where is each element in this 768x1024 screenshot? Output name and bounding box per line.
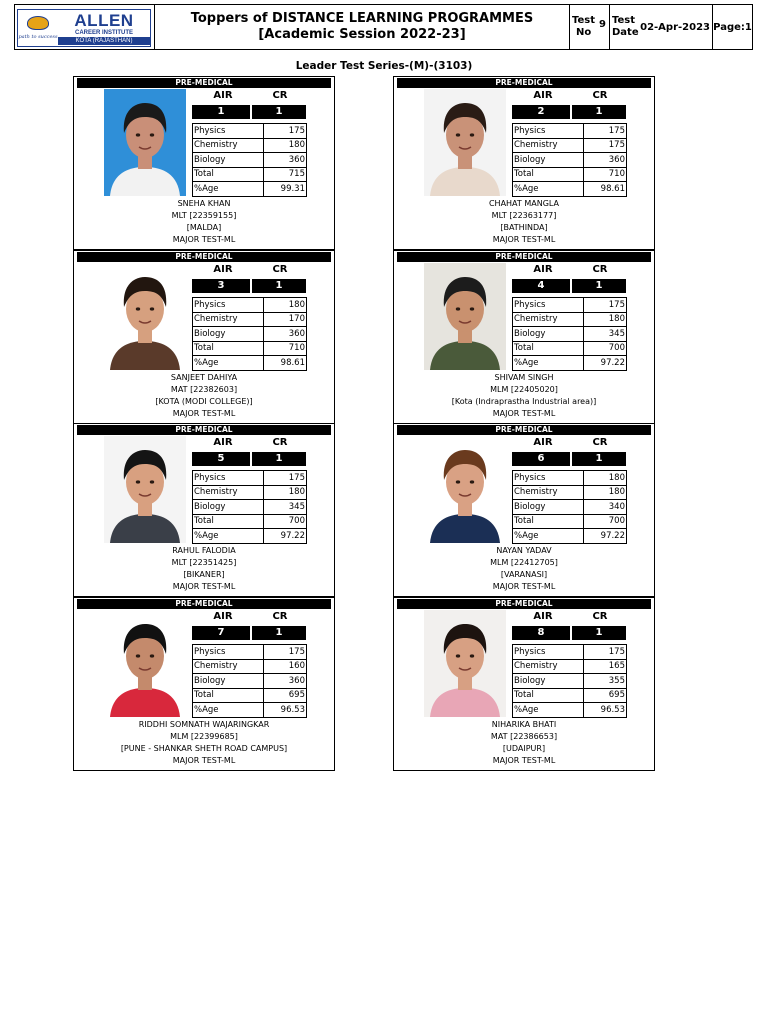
chemistry-marks: 170 [264, 312, 307, 327]
cr-header: CR [272, 264, 288, 275]
physics-marks: 175 [264, 645, 307, 660]
table-row [193, 327, 307, 342]
table-row [513, 312, 627, 327]
table-row [193, 356, 307, 371]
chemistry-marks: 180 [264, 485, 307, 500]
physics-marks: 180 [264, 298, 307, 313]
student-test: MAJOR TEST-ML [172, 235, 236, 244]
table-row [513, 471, 627, 486]
rank-bar [512, 626, 626, 640]
cr-value: 1 [595, 453, 603, 464]
test-date [610, 5, 713, 49]
chemistry-label: Chemistry [193, 485, 264, 500]
chemistry-label: Chemistry [513, 312, 584, 327]
cr-header: CR [272, 437, 288, 448]
total-marks: 710 [584, 167, 627, 182]
air-header: AIR [533, 437, 553, 448]
air-header: AIR [533, 611, 553, 622]
student-roll: MLT [22351425] [171, 558, 237, 567]
chemistry-marks: 180 [584, 312, 627, 327]
percentage-label: %Age [513, 529, 584, 544]
table-row [193, 688, 307, 703]
biology-marks: 360 [264, 674, 307, 689]
student-name: CHAHAT MANGLA [488, 199, 560, 208]
percentage-value: 98.61 [584, 182, 627, 197]
topper-card [393, 423, 655, 597]
logo-brand: ALLEN [74, 11, 134, 30]
student-roll: MLT [22363177] [491, 211, 557, 220]
page-number: Page:1 [713, 21, 752, 33]
test-date-value: 02-Apr-2023 [640, 21, 710, 33]
total-label: Total [193, 514, 264, 529]
biology-label: Biology [513, 327, 584, 342]
table-row [193, 514, 307, 529]
air-header: AIR [213, 90, 233, 101]
table-row [513, 485, 627, 500]
physics-marks: 175 [264, 471, 307, 486]
chemistry-label: Chemistry [513, 659, 584, 674]
student-test: MAJOR TEST-ML [492, 409, 556, 418]
student-photo [104, 610, 186, 717]
biology-label: Biology [513, 153, 584, 168]
student-test: MAJOR TEST-ML [492, 235, 556, 244]
student-info [74, 198, 334, 246]
student-info [394, 545, 654, 593]
cr-value: 1 [275, 627, 283, 638]
student-info [394, 719, 654, 767]
percentage-label: %Age [513, 703, 584, 718]
percentage-value: 98.61 [264, 356, 307, 371]
category-band: PRE-MEDICAL [397, 599, 651, 609]
student-center: [KOTA (MODI COLLEGE)] [155, 397, 253, 406]
chemistry-marks: 180 [584, 485, 627, 500]
physics-label: Physics [193, 645, 264, 660]
physics-label: Physics [513, 645, 584, 660]
rank-bar [512, 452, 626, 466]
category-band: PRE-MEDICAL [77, 78, 331, 88]
student-name: SHIVAM SINGH [494, 373, 554, 382]
student-name: SANJEET DAHIYA [170, 373, 238, 382]
rank-bar [512, 105, 626, 119]
student-center: [BIKANER] [183, 570, 225, 579]
table-row [193, 341, 307, 356]
test-date-label-2: Date [612, 27, 639, 38]
biology-marks: 345 [264, 500, 307, 515]
student-test: MAJOR TEST-ML [492, 582, 556, 591]
student-center: [UDAIPUR] [502, 744, 546, 753]
cr-header: CR [592, 264, 608, 275]
student-roll: MLM [22399685] [170, 732, 238, 741]
test-no-value: 9 [599, 19, 606, 30]
table-row [513, 341, 627, 356]
percentage-label: %Age [193, 703, 264, 718]
chemistry-label: Chemistry [193, 659, 264, 674]
air-value: 8 [512, 626, 572, 640]
air-value: 1 [192, 105, 252, 119]
category-band: PRE-MEDICAL [397, 425, 651, 435]
table-row [193, 312, 307, 327]
table-row [193, 124, 307, 139]
rank-bar [512, 279, 626, 293]
test-date-label-1: Test [612, 15, 636, 26]
cr-value: 1 [275, 453, 283, 464]
percentage-label: %Age [513, 182, 584, 197]
marks-table [512, 297, 627, 371]
air-header: AIR [213, 437, 233, 448]
table-row [513, 529, 627, 544]
table-row [513, 688, 627, 703]
student-photo [104, 263, 186, 370]
table-row [193, 485, 307, 500]
category-band: PRE-MEDICAL [77, 599, 331, 609]
table-row [513, 645, 627, 660]
marks-table [192, 644, 307, 718]
total-label: Total [513, 167, 584, 182]
cr-value: 1 [275, 280, 283, 291]
student-test: MAJOR TEST-ML [172, 582, 236, 591]
physics-label: Physics [513, 471, 584, 486]
title-line-1: Toppers of DISTANCE LEARNING PROGRAMMES [190, 11, 534, 26]
student-roll: MLT [22359155] [171, 211, 237, 220]
student-photo [424, 436, 506, 543]
table-row [193, 182, 307, 197]
biology-marks: 360 [264, 153, 307, 168]
student-name: NAYAN YADAV [496, 546, 552, 555]
table-row [513, 514, 627, 529]
table-row [513, 703, 627, 718]
table-row [193, 153, 307, 168]
table-row [193, 674, 307, 689]
table-row [193, 298, 307, 313]
student-photo [104, 89, 186, 196]
table-row [193, 500, 307, 515]
student-name: RAHUL FALODIA [172, 546, 236, 555]
table-row [513, 124, 627, 139]
air-header: AIR [213, 611, 233, 622]
percentage-value: 99.31 [264, 182, 307, 197]
topper-card [73, 250, 335, 424]
student-photo [104, 436, 186, 543]
air-value: 4 [512, 279, 572, 293]
logo-institute: CAREER INSTITUTE [74, 30, 133, 36]
topper-card [393, 597, 655, 771]
total-label: Total [193, 688, 264, 703]
biology-marks: 355 [584, 674, 627, 689]
topper-card [73, 423, 335, 597]
cr-header: CR [592, 611, 608, 622]
cr-header: CR [272, 90, 288, 101]
logo-location: KOTA (RAJASTHAN) [58, 37, 150, 45]
logo-emblem-icon [18, 10, 58, 46]
physics-label: Physics [193, 298, 264, 313]
chemistry-label: Chemistry [193, 312, 264, 327]
biology-label: Biology [193, 500, 264, 515]
biology-marks: 360 [264, 327, 307, 342]
topper-card [73, 76, 335, 250]
topper-card [73, 597, 335, 771]
student-name: RIDDHI SOMNATH WAJARINGKAR [138, 720, 270, 729]
table-row [193, 167, 307, 182]
table-row [513, 138, 627, 153]
student-name: SNEHA KHAN [177, 199, 231, 208]
rank-bar [192, 452, 306, 466]
student-photo [424, 610, 506, 717]
chemistry-label: Chemistry [513, 485, 584, 500]
topper-card [393, 76, 655, 250]
physics-marks: 180 [584, 471, 627, 486]
chemistry-marks: 175 [584, 138, 627, 153]
biology-marks: 345 [584, 327, 627, 342]
table-row [193, 529, 307, 544]
physics-label: Physics [193, 471, 264, 486]
student-roll: MLM [22412705] [490, 558, 558, 567]
cr-value: 1 [595, 627, 603, 638]
student-test: MAJOR TEST-ML [172, 409, 236, 418]
topper-card [393, 250, 655, 424]
test-no-label-1: Test [572, 15, 596, 26]
percentage-value: 96.53 [584, 703, 627, 718]
air-value: 3 [192, 279, 252, 293]
total-marks: 695 [584, 688, 627, 703]
physics-marks: 175 [584, 124, 627, 139]
chemistry-marks: 165 [584, 659, 627, 674]
cr-value: 1 [275, 106, 283, 117]
total-marks: 700 [584, 514, 627, 529]
table-row [193, 138, 307, 153]
table-row [513, 356, 627, 371]
student-info [74, 719, 334, 767]
cr-value: 1 [595, 106, 603, 117]
student-roll: MLM [22405020] [490, 385, 558, 394]
allen-logo [17, 9, 151, 47]
student-photo [424, 89, 506, 196]
percentage-label: %Age [193, 356, 264, 371]
student-info [394, 372, 654, 420]
rank-bar [192, 626, 306, 640]
table-row [513, 153, 627, 168]
total-label: Total [513, 514, 584, 529]
table-row [513, 182, 627, 197]
biology-label: Biology [193, 327, 264, 342]
logo-tagline: path to success [18, 34, 58, 40]
percentage-label: %Age [193, 529, 264, 544]
total-marks: 710 [264, 341, 307, 356]
category-band: PRE-MEDICAL [77, 425, 331, 435]
student-info [394, 198, 654, 246]
report-header [14, 4, 753, 50]
physics-label: Physics [193, 124, 264, 139]
cr-header: CR [592, 437, 608, 448]
cr-header: CR [592, 90, 608, 101]
student-center: [VARANASI] [500, 570, 548, 579]
marks-table [512, 644, 627, 718]
air-value: 7 [192, 626, 252, 640]
biology-label: Biology [193, 153, 264, 168]
physics-label: Physics [513, 124, 584, 139]
student-name: NIHARIKA BHATI [491, 720, 557, 729]
marks-table [192, 297, 307, 371]
test-number [570, 5, 610, 49]
physics-marks: 175 [584, 645, 627, 660]
percentage-value: 96.53 [264, 703, 307, 718]
percentage-value: 97.22 [584, 529, 627, 544]
chemistry-marks: 160 [264, 659, 307, 674]
student-test: MAJOR TEST-ML [492, 756, 556, 765]
percentage-value: 97.22 [584, 356, 627, 371]
category-band: PRE-MEDICAL [397, 78, 651, 88]
table-row [513, 298, 627, 313]
biology-label: Biology [513, 674, 584, 689]
table-row [193, 645, 307, 660]
student-center: [BATHINDA] [500, 223, 548, 232]
student-info [74, 545, 334, 593]
physics-marks: 175 [584, 298, 627, 313]
biology-label: Biology [193, 674, 264, 689]
total-marks: 700 [264, 514, 307, 529]
marks-table [512, 123, 627, 197]
chemistry-label: Chemistry [193, 138, 264, 153]
total-label: Total [513, 341, 584, 356]
percentage-label: %Age [513, 356, 584, 371]
student-center: [MALDA] [186, 223, 222, 232]
table-row [513, 327, 627, 342]
percentage-label: %Age [193, 182, 264, 197]
total-marks: 715 [264, 167, 307, 182]
table-row [193, 703, 307, 718]
table-row [513, 167, 627, 182]
student-center: [Kota (Indraprastha Industrial area)] [451, 397, 597, 406]
student-info [74, 372, 334, 420]
marks-table [192, 470, 307, 544]
student-test: MAJOR TEST-ML [172, 756, 236, 765]
total-label: Total [513, 688, 584, 703]
rank-bar [192, 105, 306, 119]
total-label: Total [193, 167, 264, 182]
air-header: AIR [213, 264, 233, 275]
biology-label: Biology [513, 500, 584, 515]
test-no-label-2: No [576, 27, 592, 38]
marks-table [512, 470, 627, 544]
logo-cell [15, 5, 155, 49]
report-title [155, 5, 570, 49]
table-row [513, 500, 627, 515]
table-row [513, 659, 627, 674]
table-row [193, 471, 307, 486]
physics-marks: 175 [264, 124, 307, 139]
series-title: Leader Test Series-(M)-(3103) [295, 60, 473, 72]
total-marks: 700 [584, 341, 627, 356]
student-center: [PUNE - SHANKAR SHETH ROAD CAMPUS] [120, 744, 288, 753]
air-value: 5 [192, 452, 252, 466]
student-photo [424, 263, 506, 370]
biology-marks: 340 [584, 500, 627, 515]
table-row [513, 674, 627, 689]
physics-label: Physics [513, 298, 584, 313]
student-roll: MAT [22386653] [490, 732, 558, 741]
air-value: 6 [512, 452, 572, 466]
category-band: PRE-MEDICAL [397, 252, 651, 262]
marks-table [192, 123, 307, 197]
chemistry-label: Chemistry [513, 138, 584, 153]
cr-header: CR [272, 611, 288, 622]
title-line-2: [Academic Session 2022-23] [258, 27, 466, 42]
rank-bar [192, 279, 306, 293]
total-label: Total [193, 341, 264, 356]
total-marks: 695 [264, 688, 307, 703]
percentage-value: 97.22 [264, 529, 307, 544]
table-row [193, 659, 307, 674]
air-value: 2 [512, 105, 572, 119]
air-header: AIR [533, 90, 553, 101]
student-roll: MAT [22382603] [170, 385, 238, 394]
biology-marks: 360 [584, 153, 627, 168]
category-band: PRE-MEDICAL [77, 252, 331, 262]
air-header: AIR [533, 264, 553, 275]
cr-value: 1 [595, 280, 603, 291]
chemistry-marks: 180 [264, 138, 307, 153]
